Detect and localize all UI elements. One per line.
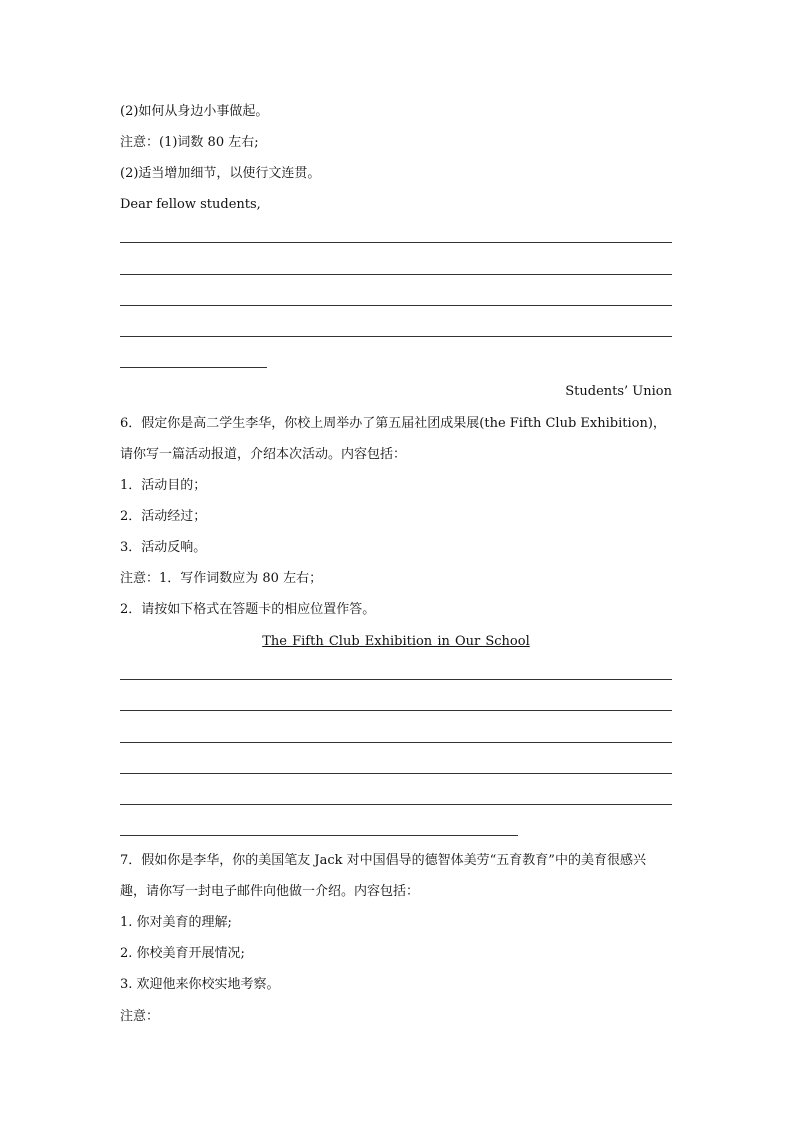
- answer-line: [120, 804, 672, 805]
- s7-note: 注意：: [120, 1009, 160, 1024]
- answer-line: [120, 305, 672, 306]
- s6-essay-title: The Fifth Club Exhibition in Our School: [262, 634, 530, 649]
- s5-note-2: (2)适当增加细节，以使行文连贯。: [120, 166, 321, 181]
- answer-line: [120, 742, 672, 743]
- s7-content-item-3: 3. 欢迎他来你校实地考察。: [120, 977, 280, 992]
- s6-content-item-3: 3．活动反响。: [120, 540, 207, 555]
- s5-note-1: 注意：(1)词数 80 左右;: [120, 135, 259, 150]
- answer-line-short: [120, 367, 267, 368]
- answer-line: [120, 274, 672, 275]
- answer-line: [120, 773, 672, 774]
- answer-line: [120, 710, 672, 711]
- s7-prompt-line-2: 趣，请你写一封电子邮件向他做一介绍。内容包括：: [120, 884, 420, 899]
- s7-prompt-line-1: 7．假如你是李华，你的美国笔友 Jack 对中国倡导的德智体美劳“五育教育”中的美育很感兴: [120, 853, 646, 868]
- s6-note-1: 注意：1．写作词数应为 80 左右；: [120, 571, 323, 586]
- s6-prompt-line-2: 请你写一篇活动报道，介绍本次活动。内容包括：: [120, 447, 407, 462]
- s5-salutation: Dear fellow students,: [120, 197, 261, 212]
- s7-content-item-2: 2. 你校美育开展情况;: [120, 946, 245, 961]
- s5-content-item-2: (2)如何从身边小事做起。: [120, 104, 269, 119]
- answer-line-short: [120, 835, 518, 836]
- s6-content-item-2: 2．活动经过；: [120, 509, 207, 524]
- s6-prompt-line-1: 6．假定你是高二学生李华，你校上周举办了第五届社团成果展(the Fifth Club Exhibition)，: [120, 416, 666, 431]
- s7-content-item-1: 1. 你对美育的理解;: [120, 915, 232, 930]
- s5-signature: Students’ Union: [565, 384, 672, 399]
- answer-line: [120, 242, 672, 243]
- s6-content-item-1: 1．活动目的；: [120, 478, 207, 493]
- answer-line: [120, 679, 672, 680]
- s6-note-2: 2．请按如下格式在答题卡的相应位置作答。: [120, 602, 376, 617]
- answer-line: [120, 336, 672, 337]
